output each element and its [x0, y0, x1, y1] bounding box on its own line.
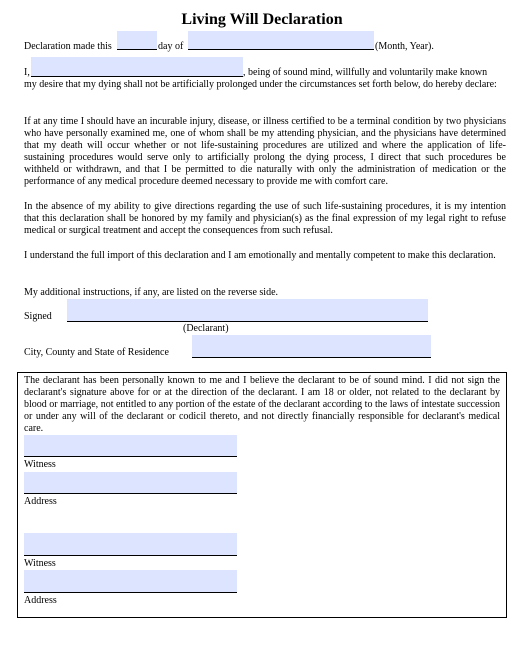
address1-field[interactable] — [24, 472, 237, 493]
intro-continuation: my desire that my dying shall not be artificially prolonged under the circumstances set forth below, do hereby declare: — [24, 79, 497, 90]
address1-label: Address — [24, 496, 57, 507]
paragraph-terminal-condition: If at any time I should have an incurable injury, disease, or illness certified to be a terminal condition by two physicians who have personally examined me, one of whom shall be my attending physician, and the physicians have determined that my death will occur whether or not life-sustaining procedures are utilized and where the application of life-sustaining procedures would serve only to artificially prolong the dying process, I direct that such procedures be withheld or withdrawn, and that I be permitted to die naturally with only the administration of medication or the performance of any medical procedure deemed necessary to provide me with comfort care. — [24, 116, 506, 187]
signed-field[interactable] — [67, 299, 428, 321]
intro-suffix: , being of sound mind, willfully and voluntarily make known — [243, 67, 488, 78]
signed-label: Signed — [24, 311, 52, 322]
address2-field[interactable] — [24, 570, 237, 592]
witness1-field[interactable] — [24, 435, 237, 456]
witness2-label: Witness — [24, 558, 56, 569]
page-title: Living Will Declaration — [181, 11, 343, 28]
declaration-month-year-field[interactable] — [188, 31, 374, 49]
declaration-day-field[interactable] — [117, 31, 157, 49]
address2-label: Address — [24, 595, 57, 606]
witness1-label: Witness — [24, 459, 56, 470]
declaration-middle: day of — [158, 41, 184, 52]
declaration-suffix: (Month, Year). — [375, 41, 434, 52]
residence-label: City, County and State of Residence — [24, 347, 169, 358]
paragraph-absence-of-ability: In the absence of my ability to give directions regarding the use of such life-sustaining procedures, it is my intention that this declaration shall be honored by my family and physician(s) as the final expression of my legal right to refuse medical or surgical treatment and accept the consequences from such refusal. — [24, 201, 506, 236]
paragraph-additional-instructions: My additional instructions, if any, are listed on the reverse side. — [24, 287, 279, 298]
paragraph-understanding: I understand the full import of this declaration and I am emotionally and mentally competent to make this declaration. — [24, 250, 496, 261]
declarant-name-field[interactable] — [31, 57, 243, 76]
witness2-field[interactable] — [24, 533, 237, 555]
witness-statement: The declarant has been personally known to me and I believe the declarant to be of sound mind. I did not sign the declarant's signature above for or at the direction of the declarant. I am 18 or older, not related to the declarant by blood or marriage, not entitled to any portion of the estate of the declarant according to the laws of intestate succession or under any will of the declarant or codicil thereto, and not directly financially responsible for declarant's medical care. — [24, 375, 500, 434]
declarant-label: (Declarant) — [183, 323, 229, 334]
intro-prefix: I, — [24, 67, 30, 78]
declaration-prefix: Declaration made this — [24, 41, 112, 52]
residence-field[interactable] — [192, 335, 431, 357]
